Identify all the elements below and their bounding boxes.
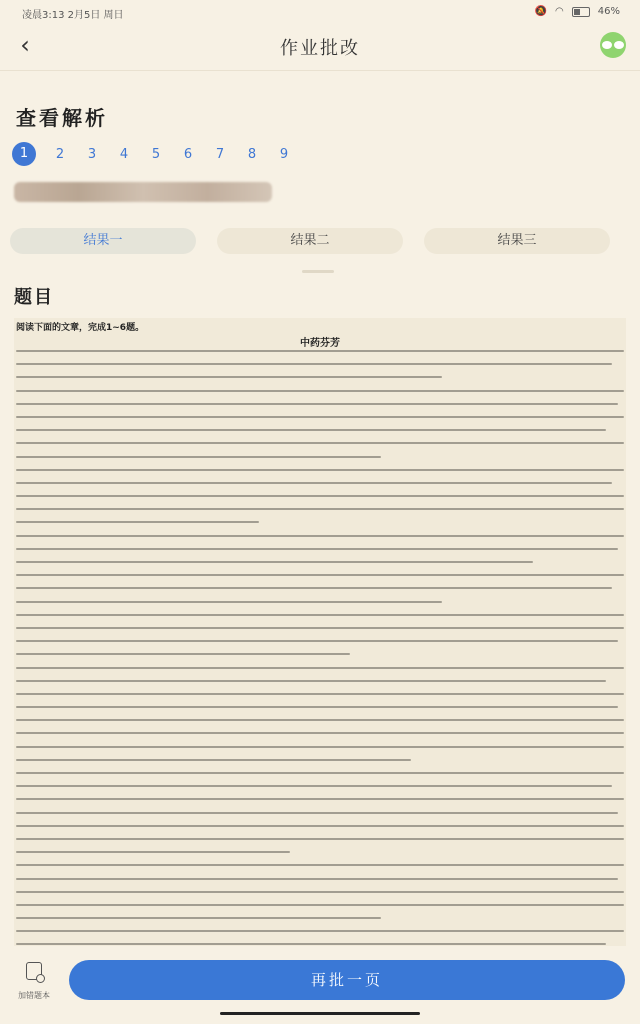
article-text-line <box>16 812 618 814</box>
question-number-1[interactable]: 1 <box>12 142 36 166</box>
header-divider <box>0 70 640 71</box>
status-time-date: 凌晨3:13 2月5日 周日 <box>22 10 124 21</box>
article-text-line <box>16 680 606 682</box>
article-text-line <box>16 469 624 471</box>
article-text-line <box>16 693 624 695</box>
mute-icon: 🔕 <box>534 6 548 17</box>
article-text-line <box>16 878 618 880</box>
article-heading: 中药芬芳 <box>300 338 340 349</box>
article-text-line <box>16 825 624 827</box>
article-text-line <box>16 456 381 458</box>
article-text-line <box>16 917 381 919</box>
question-number-2[interactable]: 2 <box>55 146 65 162</box>
article-text-line <box>16 535 624 537</box>
article-text-line <box>16 640 618 642</box>
article-text-line <box>16 627 624 629</box>
notebook-icon <box>26 962 42 980</box>
article-text-line <box>16 943 606 945</box>
article-text-line <box>16 601 442 603</box>
article-text-line <box>16 719 624 721</box>
tab-result-1[interactable]: 结果一 <box>10 228 196 254</box>
question-number-7[interactable]: 7 <box>215 146 225 162</box>
article-text-line <box>16 376 442 378</box>
header <box>0 24 640 70</box>
question-number-4[interactable]: 4 <box>119 146 129 162</box>
question-number-list <box>12 142 300 166</box>
article-text-line <box>16 508 624 510</box>
add-to-mistake-book-button[interactable] <box>12 962 56 1002</box>
article-text-line <box>16 587 612 589</box>
article-text-line <box>16 785 612 787</box>
section-title: 查看解析 <box>16 106 108 130</box>
article-text-line <box>16 548 618 550</box>
question-image <box>14 318 626 946</box>
grade-another-page-button[interactable]: 再批一页 <box>69 960 625 1000</box>
article-text-line <box>16 482 612 484</box>
question-number-3[interactable]: 3 <box>87 146 97 162</box>
article-text-line <box>16 363 612 365</box>
question-number-6[interactable]: 6 <box>183 146 193 162</box>
article-text-line <box>16 772 624 774</box>
status-bar <box>0 0 640 24</box>
wechat-icon[interactable] <box>600 32 626 58</box>
article-text-line <box>16 350 624 352</box>
article-text-line <box>16 561 533 563</box>
tab-result-3[interactable]: 结果三 <box>424 228 610 254</box>
article-text-line <box>16 574 624 576</box>
result-tabs <box>10 228 610 254</box>
article-text-line <box>16 706 618 708</box>
article-text-line <box>16 653 350 655</box>
sheet-grip-handle[interactable] <box>302 270 334 273</box>
article-text-line <box>16 759 411 761</box>
article-text-line <box>16 838 624 840</box>
article-text-line <box>16 495 624 497</box>
article-text-line <box>16 614 624 616</box>
article-text-line <box>16 416 624 418</box>
question-title: 题目 <box>14 287 54 308</box>
chevron-left-icon[interactable]: ‹ <box>20 31 30 59</box>
article-text-line <box>16 904 624 906</box>
battery-icon <box>572 7 590 17</box>
article-text-line <box>16 667 624 669</box>
article-text-line <box>16 521 259 523</box>
home-indicator <box>0 1012 640 1018</box>
tab-result-2[interactable]: 结果二 <box>217 228 403 254</box>
article-text-line <box>16 732 624 734</box>
status-icons <box>535 6 620 17</box>
battery-level: 46% <box>597 6 620 17</box>
article-text-line <box>16 891 624 893</box>
article-text-lines <box>16 350 624 946</box>
blurred-answer-strip <box>14 182 272 202</box>
question-instruction: 阅读下面的文章，完成1~6题。 <box>16 323 145 333</box>
wifi-icon: ◠ <box>555 6 564 17</box>
question-number-5[interactable]: 5 <box>151 146 161 162</box>
add-to-mistake-book-label: 加错题本 <box>18 991 50 1000</box>
article-text-line <box>16 429 606 431</box>
article-text-line <box>16 851 290 853</box>
article-text-line <box>16 864 624 866</box>
article-text-line <box>16 403 618 405</box>
article-text-line <box>16 390 624 392</box>
article-text-line <box>16 930 624 932</box>
question-number-9[interactable]: 9 <box>279 146 289 162</box>
article-text-line <box>16 442 624 444</box>
question-number-8[interactable]: 8 <box>247 146 257 162</box>
article-text-line <box>16 798 624 800</box>
article-text-line <box>16 746 624 748</box>
page-title: 作业批改 <box>280 38 360 59</box>
